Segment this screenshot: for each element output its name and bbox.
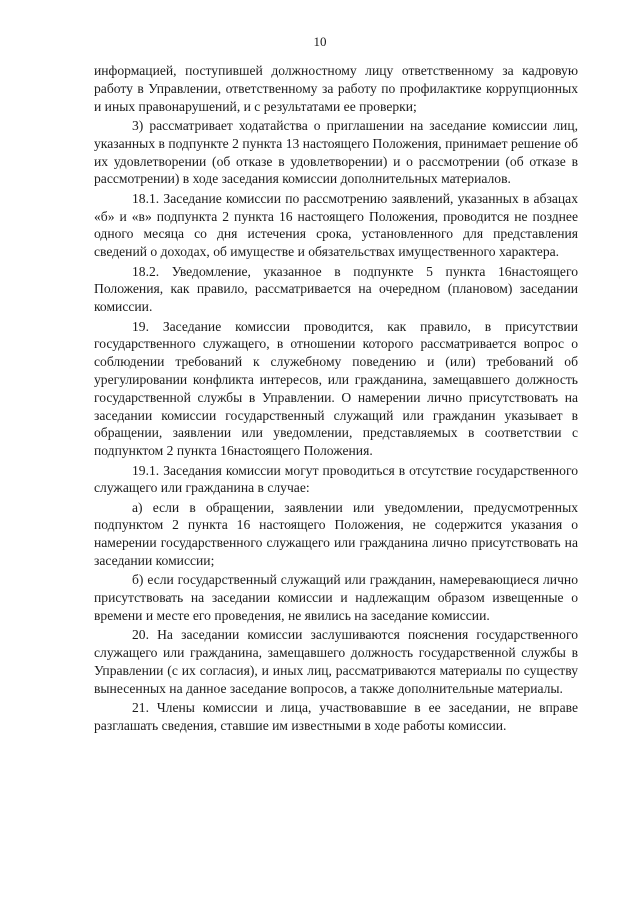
paragraph: 19.1. Заседания комиссии могут проводиться в отсутствие государственного служащего или гражданина в случае: (94, 462, 578, 496)
paragraph: 18.2. Уведомление, указанное в подпункте 5 пункта 16настоящего Положения, как правило, рассматривается на очередном (плановом) заседании комиссии. (94, 263, 578, 315)
paragraph: 3) рассматривает ходатайства о приглашении на заседание комиссии лиц, указанных в подпункте 2 пункта 13 настоящего Положения, принимает решение об их удовлетворении (об отказе в удовлетворении) и о рассмотрении (об отказе в рассмотрении) в ходе заседания комиссии дополнительных материалов. (94, 117, 578, 187)
paragraph: 21. Члены комиссии и лица, участвовавшие в ее заседании, не вправе разглашать сведения, ставшие им известными в ходе работы комиссии. (94, 700, 578, 734)
document-body (94, 62, 578, 736)
paragraph: информацией, поступившей должностному лицу ответственному за кадровую работу в Управлении, ответственному за работу по профилактике коррупционных и иных правонарушений, и с результатами ее проверки; (94, 63, 578, 114)
paragraph: б) если государственный служащий или гражданин, намеревающиеся лично присутствовать на заседании комиссии и надлежащим образом извещенные о времени и месте его проведения, не явились на заседание комиссии. (94, 572, 578, 624)
paragraph: 18.1. Заседание комиссии по рассмотрению заявлений, указанных в абзацах «б» и «в» подпункта 2 пункта 16 настоящего Положения, проводится не позднее одного месяца со дня истечения срока, установленного для представления сведений о доходах, об имуществе и обязательствах имущественного характера. (94, 190, 578, 260)
page-number: 10 (313, 34, 327, 49)
paragraph: 19. Заседание комиссии проводится, как правило, в присутствии государственного служащего, в отношении которого рассматривается вопрос о соблюдении требований к служебному поведению и (или) требований об урегулировании конфликта интересов, или гражданина, замещавшего должность государственной службы в Управлении. О намерении лично присутствовать на заседании комиссии государственный служащий или гражданин указывает в обращении, заявлении или уведомлении, представляемых в соответствии с подпунктом 2 пункта 16настоящего Положения. (94, 318, 578, 459)
paragraph: 20. На заседании комиссии заслушиваются пояснения государственного служащего или гражданина, замещавшего должность государственной службы в Управлении (с их согласия), и иных лиц, рассматриваются материалы по существу вынесенных на данное заседание вопросов, а также дополнительные материалы. (94, 627, 578, 696)
paragraph: а) если в обращении, заявлении или уведомлении, предусмотренных подпунктом 2 пункта 16 настоящего Положения, не содержится указания о намерении государственного служащего или гражданина лично присутствовать на заседании комиссии; (94, 499, 578, 569)
